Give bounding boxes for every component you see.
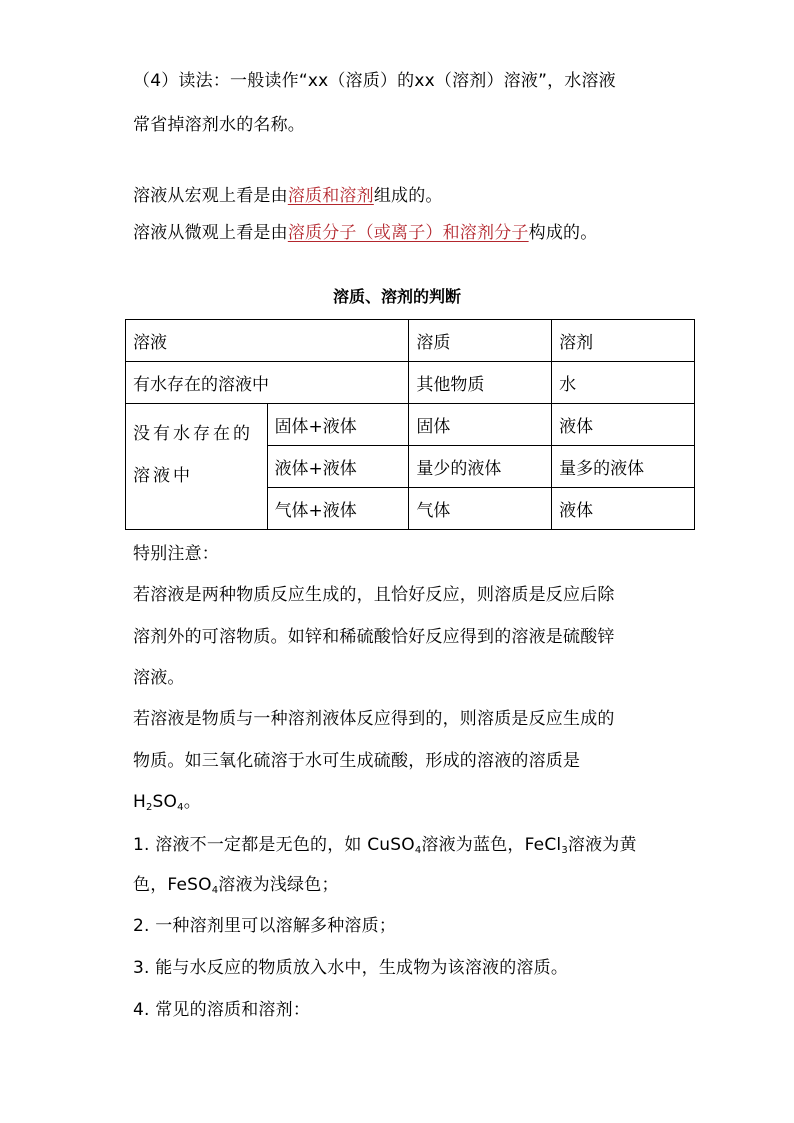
header-solution: 溶液 (126, 320, 409, 362)
cell-solute: 气体 (409, 488, 552, 530)
item-1-sub-a: 4 (414, 845, 422, 856)
item-4: 4. 常见的溶质和溶剂： (133, 1000, 311, 1020)
item-1-sub-c: 4 (211, 885, 219, 896)
item-1-text-c: 溶液为黄 (567, 835, 637, 855)
item-1-text-d: 色，FeSO (133, 875, 212, 895)
reading-rule-line-1: （4）读法：一般读作“xx（溶质）的xx（溶剂）溶液”，水溶液 (133, 71, 616, 91)
cell-solvent: 液体 (552, 404, 695, 446)
table-title: 溶质、溶剂的判断 (332, 287, 461, 306)
item-1-text-b: 溶液为蓝色，FeCl (421, 835, 562, 855)
cell-solvent: 液体 (552, 488, 695, 530)
header-solvent: 溶剂 (552, 320, 695, 362)
formula-h: H (133, 792, 146, 812)
formula-sub-2: 2 (145, 802, 153, 813)
cell-mixture: 气体+液体 (267, 488, 409, 530)
formula-sub-4: 4 (177, 802, 184, 813)
cell-solute: 其他物质 (409, 362, 552, 404)
cell-no-water-label: 没有水存在的溶液中 (126, 404, 268, 530)
cell-mixture: 液体+液体 (267, 446, 409, 488)
macro-composition-line (133, 185, 443, 207)
table-row (126, 362, 695, 404)
table-header-row (126, 320, 695, 362)
micro-prefix: 溶液从微观上看是由 (133, 223, 288, 243)
micro-composition-line (133, 222, 597, 244)
notes-heading: 特别注意： (133, 544, 219, 564)
item-2: 2. 一种溶剂里可以溶解多种溶质； (133, 916, 397, 936)
cell-solute: 固体 (409, 404, 552, 446)
item-3: 3. 能与水反应的物质放入水中，生成物为该溶液的溶质。 (133, 958, 569, 978)
table-row (126, 404, 695, 446)
note-2-line-2: 物质。如三氧化硫溶于水可生成硫酸，形成的溶液的溶质是 (133, 751, 581, 771)
note-1-line-3: 溶液。 (133, 668, 185, 688)
cell-solute: 量少的液体 (409, 446, 552, 488)
cell-solvent: 水 (552, 362, 695, 404)
item-1-sub-b: 3 (561, 845, 568, 856)
formula-period: 。 (183, 792, 201, 812)
note-1-line-2: 溶剂外的可溶物质。如锌和稀硫酸恰好反应得到的溶液是硫酸锌 (133, 627, 615, 647)
macro-highlight: 溶质和溶剂 (287, 186, 374, 206)
item-1-line-1 (133, 834, 637, 856)
note-1-line-1: 若溶液是两种物质反应生成的，且恰好反应，则溶质是反应后除 (133, 585, 615, 605)
formula-so: SO (152, 792, 178, 812)
cell-solution: 有水存在的溶液中 (126, 362, 409, 404)
cell-mixture: 固体+液体 (267, 404, 409, 446)
header-solute: 溶质 (409, 320, 552, 362)
cell-solvent: 量多的液体 (552, 446, 695, 488)
micro-suffix: 构成的。 (528, 223, 598, 243)
note-2-line-3 (133, 791, 201, 813)
reading-rule-line-2: 常省掉溶剂水的名称。 (133, 115, 305, 135)
note-2-line-1: 若溶液是物质与一种溶剂液体反应得到的，则溶质是反应生成的 (133, 709, 615, 729)
item-1-text-e: 溶液为浅绿色； (218, 875, 339, 895)
micro-highlight: 溶质分子（或离子）和溶剂分子 (287, 223, 529, 243)
item-1-line-2 (133, 874, 339, 896)
macro-prefix: 溶液从宏观上看是由 (133, 186, 288, 206)
solute-solvent-table (125, 319, 695, 530)
macro-suffix: 组成的。 (373, 186, 443, 206)
item-1-text-a: 1. 溶液不一定都是无色的，如 CuSO (133, 835, 415, 855)
